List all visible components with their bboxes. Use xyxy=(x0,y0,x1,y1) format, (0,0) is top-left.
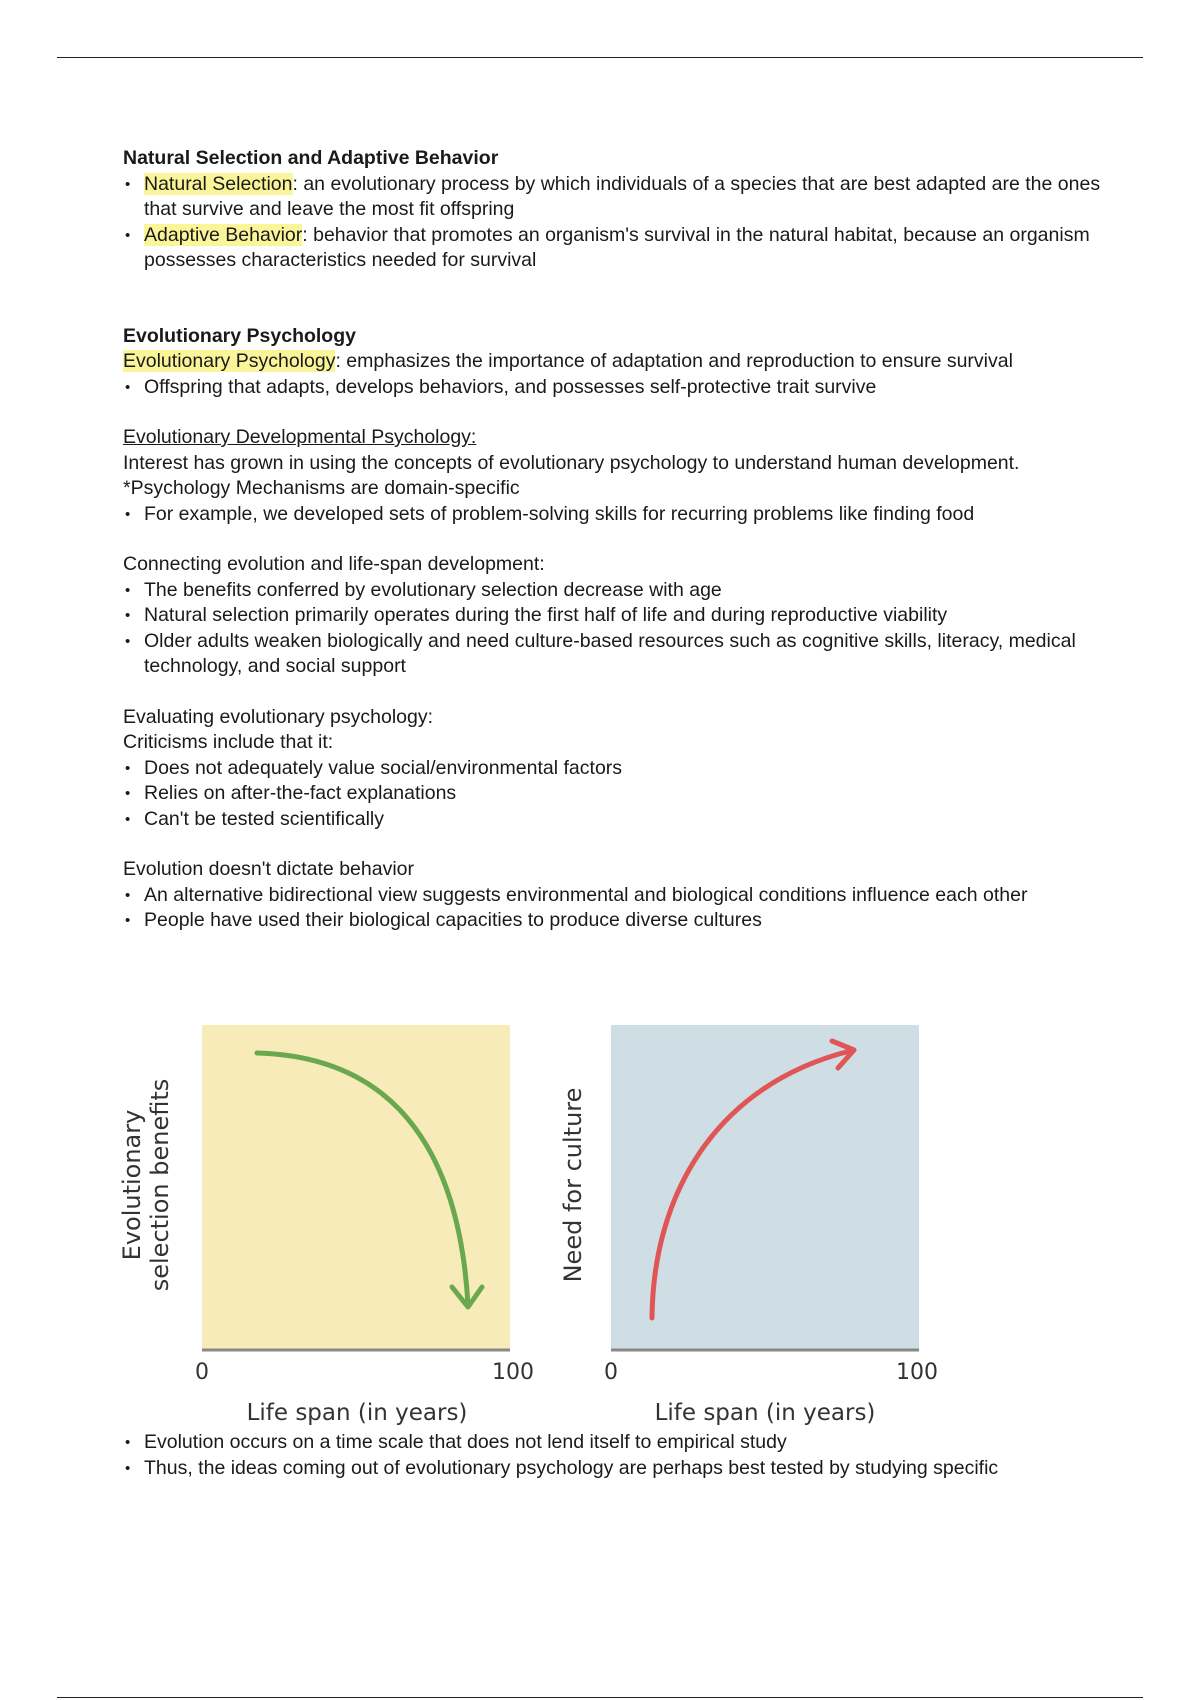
notes-continued xyxy=(123,1430,1123,1481)
bullet-list xyxy=(123,883,1123,934)
x-tick-max: 100 xyxy=(896,1360,938,1385)
notes-body xyxy=(123,146,1123,934)
y-axis-label-line2: selection benefits xyxy=(146,1078,174,1292)
list-item: • Relies on after-the-fact explanations xyxy=(123,781,1123,807)
list-item: • Evolution occurs on a time scale that does not lend itself to empirical study xyxy=(123,1430,1123,1456)
paragraph: Criticisms include that it: xyxy=(123,731,334,753)
list-item: • Natural Selection: an evolutionary process by which individuals of a species that are best adapted are the ones that survive and leave the most fit offspring xyxy=(123,172,1123,223)
figure-charts xyxy=(105,1015,965,1435)
subheading: Connecting evolution and life-span development: xyxy=(123,553,545,575)
bullet-list xyxy=(123,172,1123,274)
bullet-list xyxy=(123,578,1123,680)
list-item: • Offspring that adapts, develops behaviors, and possesses self-protective trait survive xyxy=(123,375,1123,401)
subheading: Evolution doesn't dictate behavior xyxy=(123,858,414,880)
bullet-list xyxy=(123,375,1123,401)
section-title: Evolutionary Psychology xyxy=(123,324,356,347)
chart-background-right xyxy=(611,1025,919,1350)
y-axis-label-right: Need for culture xyxy=(559,1087,587,1283)
list-item: • Thus, the ideas coming out of evolutionary psychology are perhaps best tested by studying specific xyxy=(123,1456,1123,1482)
bullet-list xyxy=(123,502,1123,528)
highlighted-term: Evolutionary Psychology xyxy=(123,350,336,372)
list-item: • People have used their biological capacities to produce diverse cultures xyxy=(123,908,1123,934)
x-axis-label-right: Life span (in years) xyxy=(654,1400,876,1426)
y-axis-label-line1: Evolutionary xyxy=(118,1109,146,1261)
highlighted-term: Natural Selection xyxy=(144,172,293,195)
paragraph: Interest has grown in using the concepts of evolutionary psychology to understand human development. xyxy=(123,451,1020,474)
definition: Evolutionary Psychology: emphasizes the importance of adaptation and reproduction to ensure survival xyxy=(123,350,1013,372)
note: *Psychology Mechanisms are domain-specific xyxy=(123,477,520,499)
subheading: Evaluating evolutionary psychology: xyxy=(123,705,434,728)
highlighted-term: Adaptive Behavior xyxy=(144,223,303,246)
subheading: Evolutionary Developmental Psychology: xyxy=(123,426,477,448)
x-tick-max: 100 xyxy=(492,1360,534,1385)
charts-svg xyxy=(105,1015,965,1435)
list-item: • Can't be tested scientifically xyxy=(123,807,1123,833)
x-axis-label-left: Life span (in years) xyxy=(246,1400,468,1426)
top-rule xyxy=(57,57,1143,58)
list-item: • Natural selection primarily operates during the first half of life and during reproductive viability xyxy=(123,603,1123,629)
x-tick-min: 0 xyxy=(604,1360,618,1385)
bullet-list xyxy=(123,756,1123,833)
list-item: • An alternative bidirectional view suggests environmental and biological conditions influence each other xyxy=(123,883,1123,909)
list-item: • The benefits conferred by evolutionary selection decrease with age xyxy=(123,578,1123,604)
bullet-list xyxy=(123,1430,1123,1481)
list-item: • Does not adequately value social/environmental factors xyxy=(123,756,1123,782)
bottom-rule xyxy=(57,1697,1143,1698)
list-item: • For example, we developed sets of problem-solving skills for recurring problems like finding food xyxy=(123,502,1123,528)
section-title: Natural Selection and Adaptive Behavior xyxy=(123,147,499,169)
x-tick-min: 0 xyxy=(195,1360,209,1385)
list-item: • Older adults weaken biologically and need culture-based resources such as cognitive skills, literacy, medical technology, and social support xyxy=(123,629,1123,680)
list-item: • Adaptive Behavior: behavior that promotes an organism's survival in the natural habitat, because an organism possesses characteristics needed for survival xyxy=(123,223,1123,274)
